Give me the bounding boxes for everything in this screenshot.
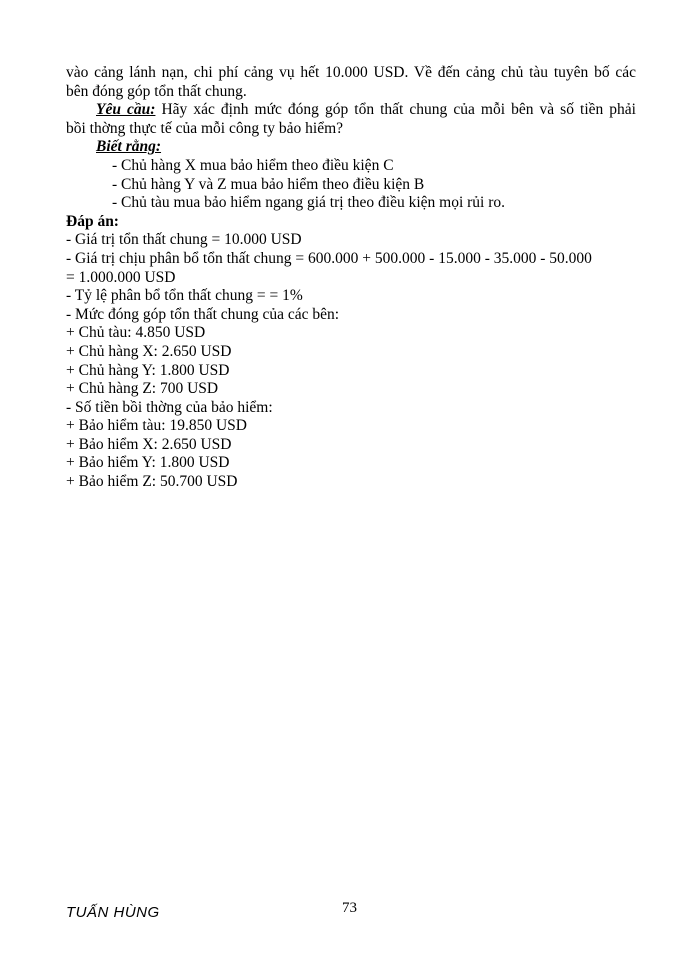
answer-heading: Đáp án: bbox=[66, 212, 119, 230]
footer-author: TUẤN HÙNG bbox=[66, 904, 160, 921]
known-heading-line bbox=[66, 138, 636, 157]
requirement-line-2: bồi thờng thực tế của mỗi công ty bảo hiểm? bbox=[66, 119, 344, 137]
answer-line: + Chủ tàu: 4.850 USD bbox=[66, 324, 206, 342]
answer-line: + Chủ hàng Z: 700 USD bbox=[66, 380, 219, 398]
answer-line: - Giá trị tổn thất chung = 10.000 USD bbox=[66, 231, 302, 249]
page-number: 73 bbox=[342, 900, 357, 916]
answer-line: - Tỷ lệ phân bổ tổn thất chung = = 1% bbox=[66, 287, 303, 305]
requirement-text: Hãy xác định mức đóng góp tổn thất chung của mỗi bên và số tiền phải bbox=[155, 101, 636, 119]
requirement-label: Yêu cầu: bbox=[96, 101, 156, 119]
answer-line: = 1.000.000 USD bbox=[66, 268, 176, 286]
known-label: Biết rằng: bbox=[96, 138, 162, 156]
answer-line: - Giá trị chịu phân bổ tổn thất chung = 600.000 + 500.000 - 15.000 - 35.000 - 50.000 bbox=[66, 249, 592, 267]
known-item: - Chủ tàu mua bảo hiểm ngang giá trị theo điều kiện mọi rủi ro. bbox=[112, 194, 506, 212]
known-item: - Chủ hàng X mua bảo hiểm theo điều kiện C bbox=[112, 156, 394, 174]
answer-line: + Bảo hiểm Z: 50.700 USD bbox=[66, 473, 238, 491]
answer-line: + Bảo hiểm tàu: 19.850 USD bbox=[66, 417, 247, 435]
answer-line: + Bảo hiểm Y: 1.800 USD bbox=[66, 454, 230, 472]
answer-line: + Chủ hàng Y: 1.800 USD bbox=[66, 361, 230, 379]
known-item: - Chủ hàng Y và Z mua bảo hiểm theo điều kiện B bbox=[112, 175, 425, 193]
answer-line: + Chủ hàng X: 2.650 USD bbox=[66, 342, 232, 360]
answer-line: + Bảo hiểm X: 2.650 USD bbox=[66, 435, 232, 453]
document-body bbox=[66, 64, 636, 492]
paragraph-line: bên đóng góp tổn thất chung. bbox=[66, 82, 247, 100]
paragraph-line: vào cảng lánh nạn, chi phí cảng vụ hết 10.000 USD. Về đến cảng chủ tàu tuyên bố các bbox=[66, 64, 636, 81]
answer-line: - Mức đóng góp tổn thất chung của các bên: bbox=[66, 305, 340, 323]
requirement-line bbox=[66, 101, 636, 120]
answer-line: - Số tiền bồi thờng của bảo hiểm: bbox=[66, 398, 273, 416]
